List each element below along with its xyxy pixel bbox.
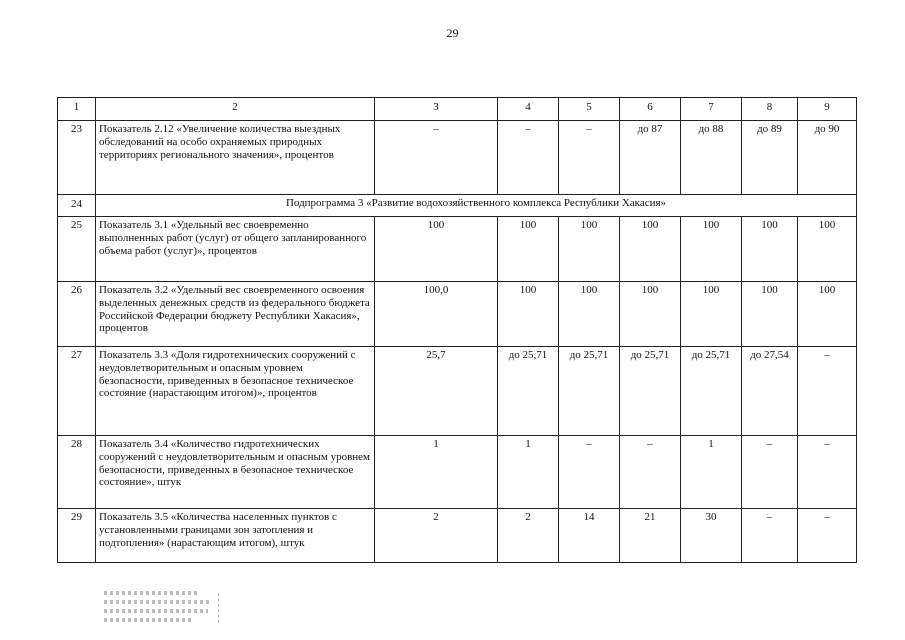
value-cell: – (798, 509, 857, 563)
value-cell: – (798, 436, 857, 509)
header-cell: 1 (58, 98, 96, 121)
table-row (58, 217, 857, 282)
value-cell: 25,7 (375, 347, 498, 436)
indicator-name: Показатель 3.5 «Количества населенных пунктов с установленными границами зон затопления и подтопления» (нарастающим итогом), штук (96, 509, 375, 563)
value-cell: до 89 (742, 121, 798, 195)
value-cell: 1 (681, 436, 742, 509)
value-cell: до 25,71 (681, 347, 742, 436)
indicator-name: Показатель 3.1 «Удельный вес своевременно выполненных работ (услуг) от общего запланированного объема работ (услуг)», процентов (96, 217, 375, 282)
row-number: 27 (58, 347, 96, 436)
value-cell: 100 (681, 217, 742, 282)
row-number: 23 (58, 121, 96, 195)
value-cell: 21 (620, 509, 681, 563)
value-cell: 100 (620, 217, 681, 282)
header-cell: 7 (681, 98, 742, 121)
header-cell: 2 (96, 98, 375, 121)
value-cell: – (559, 436, 620, 509)
value-cell: 100 (559, 282, 620, 347)
table-row (58, 436, 857, 509)
indicators-table (57, 97, 857, 563)
value-cell: 100 (798, 217, 857, 282)
indicator-name: Показатель 3.3 «Доля гидротехнических сооружений с неудовлетворительным и опасным уровнем безопасности, приведенных в безопасное техническое состояние (нарастающим итогом)», процентов (96, 347, 375, 436)
header-cell: 6 (620, 98, 681, 121)
value-cell: до 90 (798, 121, 857, 195)
value-cell: 100 (681, 282, 742, 347)
header-cell: 3 (375, 98, 498, 121)
registration-stamp (98, 587, 222, 625)
table-row (58, 282, 857, 347)
value-cell: – (798, 347, 857, 436)
header-cell: 8 (742, 98, 798, 121)
indicator-name: Показатель 3.4 «Количество гидротехнических сооружений с неудовлетворительным и опасным уровнем безопасности, приведенных в безопасное техническое состояние», штук (96, 436, 375, 509)
value-cell: до 87 (620, 121, 681, 195)
value-cell: 100 (742, 282, 798, 347)
header-cell: 9 (798, 98, 857, 121)
value-cell: до 25,71 (498, 347, 559, 436)
value-cell: – (559, 121, 620, 195)
value-cell: до 27,54 (742, 347, 798, 436)
value-cell: – (742, 509, 798, 563)
subprogram-row (58, 195, 857, 217)
value-cell: 100 (559, 217, 620, 282)
table-row (58, 509, 857, 563)
subprogram-title: Подпрограмма 3 «Развитие водохозяйственного комплекса Республики Хакасия» (96, 195, 857, 217)
value-cell: 100 (375, 217, 498, 282)
value-cell: до 25,71 (620, 347, 681, 436)
header-cell: 4 (498, 98, 559, 121)
value-cell: – (620, 436, 681, 509)
value-cell: – (498, 121, 559, 195)
value-cell: 30 (681, 509, 742, 563)
row-number: 29 (58, 509, 96, 563)
value-cell: 100 (620, 282, 681, 347)
value-cell: 100 (498, 217, 559, 282)
value-cell: 1 (375, 436, 498, 509)
value-cell: 100,0 (375, 282, 498, 347)
value-cell: 1 (498, 436, 559, 509)
value-cell: 14 (559, 509, 620, 563)
value-cell: – (375, 121, 498, 195)
value-cell: до 88 (681, 121, 742, 195)
row-number: 24 (58, 195, 96, 217)
table-row (58, 121, 857, 195)
indicator-name: Показатель 3.2 «Удельный вес своевременного освоения выделенных денежных средств из федерального бюджета Российской Федерации бюджету Республики Хакасия», процентов (96, 282, 375, 347)
indicator-name: Показатель 2.12 «Увеличение количества выездных обследований на особо охраняемых природных территориях регионального значения», процентов (96, 121, 375, 195)
page-number: 29 (446, 26, 459, 40)
value-cell: – (742, 436, 798, 509)
value-cell: 100 (742, 217, 798, 282)
value-cell: до 25,71 (559, 347, 620, 436)
header-row (58, 98, 857, 121)
row-number: 25 (58, 217, 96, 282)
header-cell: 5 (559, 98, 620, 121)
value-cell: 100 (498, 282, 559, 347)
row-number: 28 (58, 436, 96, 509)
value-cell: 100 (798, 282, 857, 347)
row-number: 26 (58, 282, 96, 347)
value-cell: 2 (498, 509, 559, 563)
table-body (58, 98, 857, 563)
table-row (58, 347, 857, 436)
value-cell: 2 (375, 509, 498, 563)
